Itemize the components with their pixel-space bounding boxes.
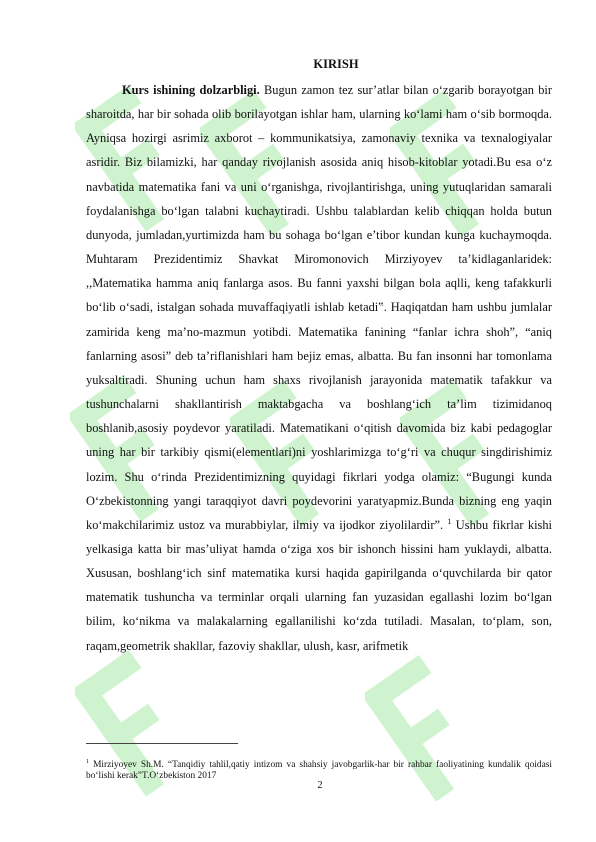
footnote-number: 1 bbox=[86, 759, 89, 765]
paragraph-text: Bugun zamon tez sur’atlar bilan o‘zgarib borayotgan bir sharoitda, har bir sohada olib borilayotgan ishlar ham, ularning ko‘lami ham o‘sib bormoqda. Ayniqsa hozirgi asrimiz axborot – kommunikatsiya, zamonaviy texnika va texnalogiyalar asridir. Biz bilamizki, har qanday rivojlanish asosida aniq hisob-kitoblar yotadi.Bu esa o‘z navbatida matematika fani va uni o‘rganishga, rivojlantirishga, uning yutuqlaridan samarali foydalanishga bo‘lgan talabni kuchaytiradi. Ushbu talablardan kelib chiqqan holda butun dunyoda, jumladan,yurtimizda ham bu sohaga bo‘lgan e’tibor kundan kunga kuchaymoqda. Muhtaram Prezidentimiz Shavkat Miromonovich Mirziyoyev ta’kidlaganlaridek: ,,Matematika hamma aniq fanlarga asos. Bu fanni yaxshi bilgan bola aqlli, keng tafakkurli bo‘lib o‘sadi, istalgan sohada muvaffaqiyatli ishlab ketadi‟. Haqiqatdan ham ushbu jumlalar zamirida keng ma’no-mazmun yotibdi. Matematika fanining “fanlar ichra shoh”, “aniq fanlarning asosi” deb ta’riflanishlari ham bejiz emas, albatta. Bu fan insonni har tomonlama yuksaltiradi. Shuning uchun ham shaxs rivojlanish jarayonida matematik tafakkur va tushunchalarni shakllantirish maktabgacha va boshlang‘ich ta’lim tizimidanoq boshlanib,asosiy poydevor yaratiladi. Matematikani o‘qitish davomida biz kabi pedagoglar uning har bir tarkibiy qismi(elementlari)ni yoshlarimizga to‘g‘ri va chuqur singdirishimiz lozim. Shu o‘rinda Prezidentimizning quyidagi fikrlari yodga olamiz: “Bugungi kunda O‘zbekistonning yangi taraqqiyot davri poydevorini yaratyapmiz.Bunda bizning eng yaqin ko‘makchilarimiz ustoz va murabbiylar, ilmiy va ijodkor ziyolilardir”. bbox=[86, 83, 552, 532]
paragraph-text-continued: Ushbu fikrlar kishi yelkasiga katta bir mas’uliyat hamda o‘ziga xos bir ishonch hissini ham yuklaydi, albatta. Xususan, boshlang‘ich sinf matematika kursi haqida gapirilganda o‘quvchilarda bir qator matematik tushuncha va terminlar orqali ularning fan yuzasidan egallashi lozim bo‘lgan bilim, ko‘nikma va malakalarning egallanilishi ko‘zda tutiladi. Masalan, to‘plam, son, raqam,geometrik shakllar, fazoviy shakllar, ulush, kasr, arifmetik bbox=[86, 517, 552, 653]
footnote-text: Mirziyoyev Sh.M. “Tanqidiy tahlil,qatiy intizom va shahsiy javobgarlik-har bir rahbar faoliyatining kundalik qoidasi bo‘lishi kerak”T.O‘zbekiston 2017 bbox=[86, 760, 552, 782]
main-text bbox=[86, 78, 552, 658]
page-number: 2 bbox=[317, 780, 323, 791]
body-paragraph bbox=[86, 78, 552, 658]
lead-heading: Kurs ishining dolzarbligi. bbox=[122, 83, 260, 97]
footnote-divider bbox=[86, 743, 238, 744]
footnote-reference[interactable]: 1 bbox=[447, 516, 452, 526]
footnote bbox=[86, 757, 552, 782]
page-title: KIRISH bbox=[313, 57, 359, 71]
